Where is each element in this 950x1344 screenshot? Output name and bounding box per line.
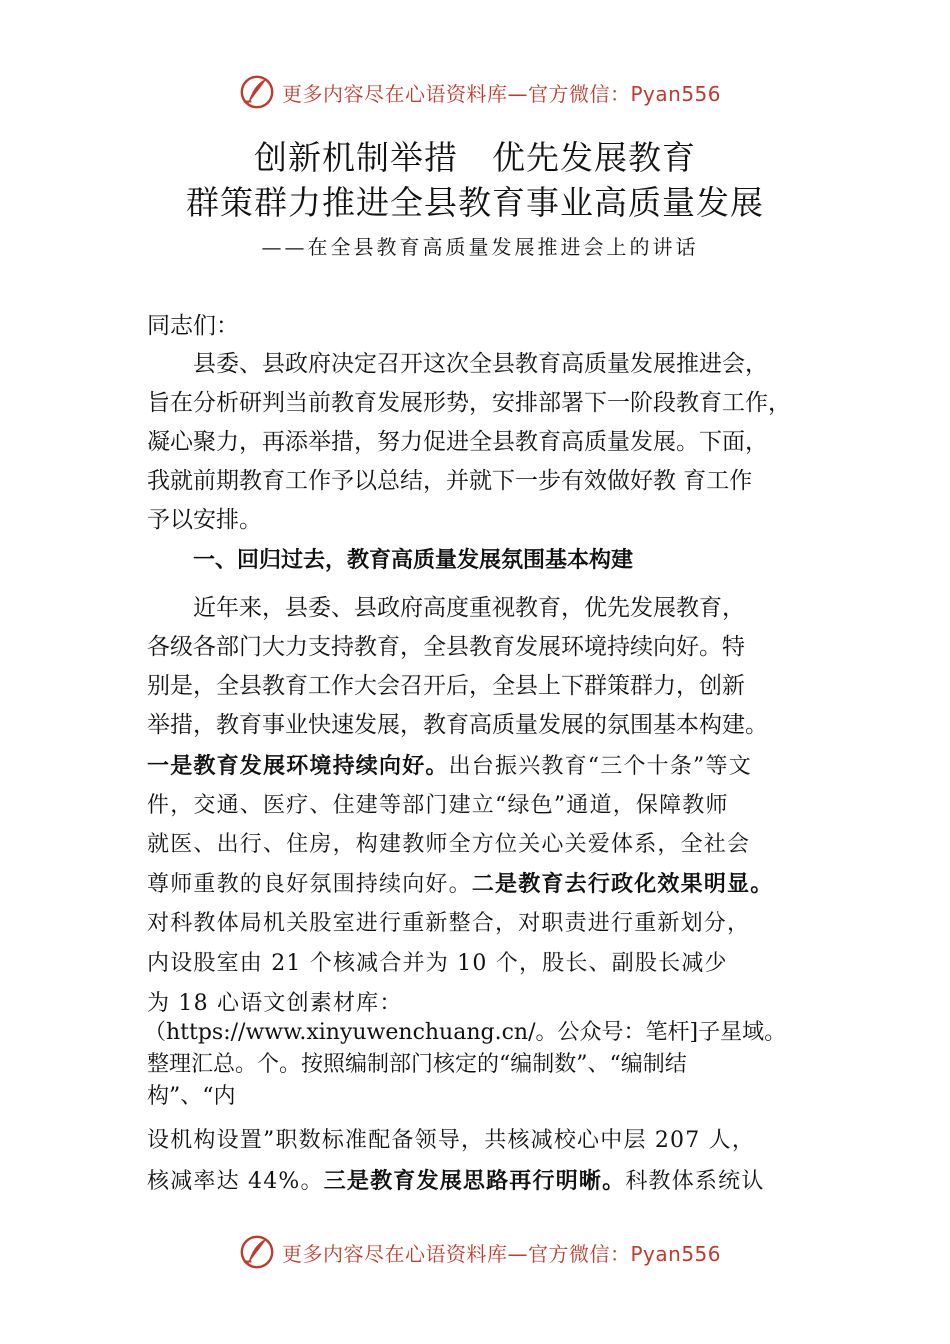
paragraph-line: 对科教体局机关股室进行重新整合，对职责进行重新划分， — [147, 911, 751, 936]
paragraph-line: 予以安排。 — [147, 507, 262, 533]
greeting: 同志们： — [147, 313, 239, 339]
paragraph-line: 设机构设置”职数标准配备领导，共核减校⼼中层 207 人， — [147, 1128, 756, 1153]
bold-lead-1: 一是教育发展环境持续向好。 — [147, 753, 449, 779]
paragraph-line: 整理汇总。个。按照编制部门核定的“编制数”、“编制结 — [147, 1052, 687, 1077]
text-run: 出台振兴教育“三个十条”等文 — [448, 754, 752, 779]
text-run: 尊师重教的良好氛围持续向好。 — [147, 872, 472, 897]
page-subtitle: ——在全县教育高质量发展推进会上的讲话 — [261, 235, 699, 259]
watermark-banner-top — [238, 72, 758, 112]
paragraph-line — [147, 1165, 765, 1198]
bold-lead-3: 三是教育发展思路再行明晰。 — [323, 1168, 626, 1194]
paragraph-line: 我就前期教育工作予以总结，并就下一步有效做好教 育工作 — [147, 468, 753, 494]
feather-pen-logo-icon — [238, 1233, 276, 1271]
text-run: 科教体系统认 — [625, 1169, 765, 1194]
feather-pen-logo-icon — [238, 73, 276, 111]
paragraph-line: 各级各部门大力支持教育，全县教育发展环境持续向好。特 — [147, 634, 745, 660]
bold-lead-2: 二是教育去行政化效果明显。 — [471, 871, 774, 897]
watermark-banner-bottom — [238, 1232, 758, 1272]
paragraph-line: 别是，全县教育工作大会召开后，全县上下群策群力，创新 — [147, 673, 745, 699]
section-heading: 一、回归过去，教育高质量发展氛围基本构建 — [193, 548, 634, 573]
paragraph-line: 旨在分析研判当前教育发展形势，安排部署下一阶段教育工作， — [147, 390, 791, 416]
paragraph-line: 凝心聚力，再添举措，努力促进全县教育高质量发展。下面， — [147, 429, 768, 455]
paragraph-line — [147, 750, 752, 783]
paragraph-line: 内设股室由 21 个核减合并为 10 个，股长、副股长减少 — [147, 951, 728, 976]
paragraph-line: （https://www.xinyuwenchuang.cn/。公众号：笔杆]子星域。 — [144, 1020, 787, 1045]
paragraph-line: 举措，教育事业快速发展，教育高质量发展的氛围基本构建。 — [147, 712, 768, 738]
paragraph-line — [147, 868, 773, 901]
watermark-text: 更多内容尽在心语资料库—官方微信：Pyan556 — [282, 81, 722, 106]
text-run: 核减率达 44%。 — [147, 1169, 324, 1194]
paragraph-line: 构”、“内 — [147, 1084, 236, 1109]
page-title-line1: 创新机制举措 优先发展教育 — [254, 138, 696, 177]
paragraph-line: 就医、出行、住房，构建教师全方位关心关爱体系，全社会 — [147, 832, 751, 857]
paragraph-line: 近年来，县委、县政府高度重视教育，优先发展教育， — [193, 595, 745, 621]
paragraph-line: 件，交通、医疗、住建等部门建立“绿色”通道，保障教师 — [147, 793, 729, 818]
page-title-line2: 群策群力推进全县教育事业高质量发展 — [186, 183, 764, 222]
watermark-text: 更多内容尽在心语资料库—官方微信：Pyan556 — [282, 1241, 722, 1266]
paragraph-line: 县委、县政府决定召开这次全县教育高质量发展推进会， — [193, 351, 768, 377]
paragraph-line: 为 18 心语文创素材库： — [147, 991, 403, 1016]
